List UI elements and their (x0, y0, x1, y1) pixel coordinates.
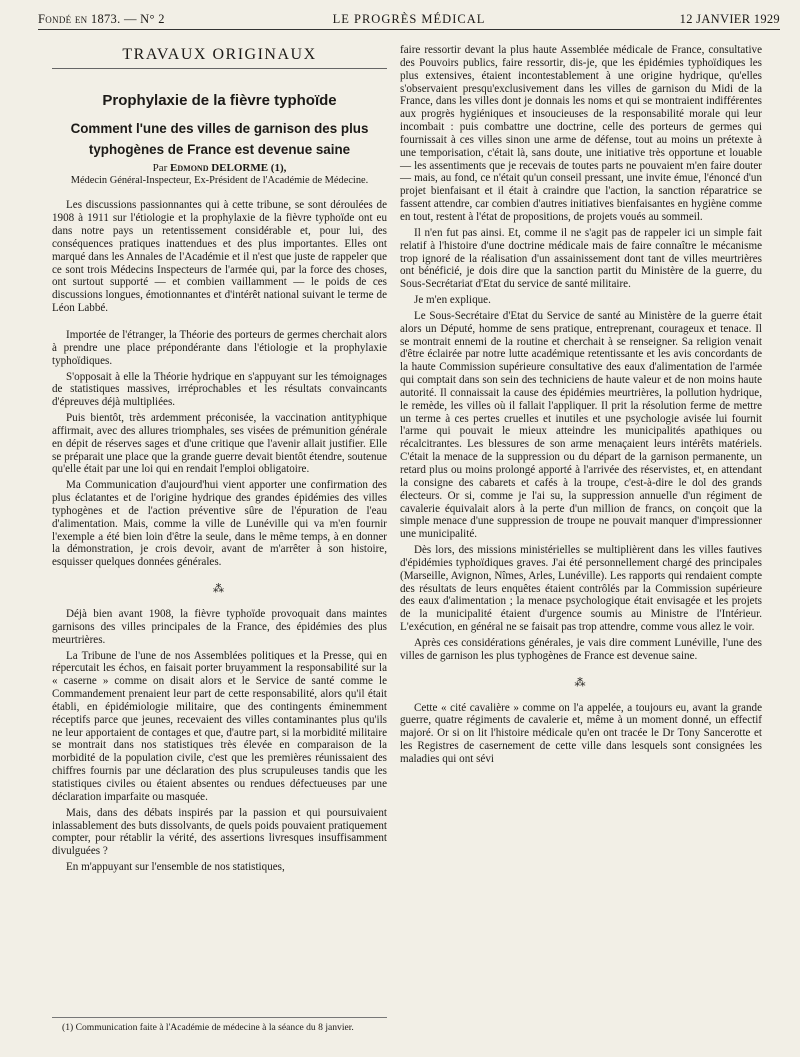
paragraph: Dès lors, des missions ministérielles se multiplièrent dans les villes fautives d'épidémies typhoïdiques graves. J'ai été personnellement chargé des principales (Marseille, Avignon, Nîmes, Arles, Lunéville). Les rapports qui rendaient compte des résultats de leurs enquêtes étaient contrôlés par la Commission supérieure des eaux d'alimentation ; la menace psychologique était envisagée et les projets de la municipalité étaient d'urgence soumis au Ministre de l'Intérieur. L'exécution, en général ne se faisait pas trop attendre, comme vous allez le voir. (400, 544, 762, 634)
header-founded: Fondé en 1873. — N° 2 (38, 12, 165, 26)
author-name: Edmond DELORME (1), (170, 161, 287, 174)
paragraph: Importée de l'étranger, la Théorie des porteurs de germes cherchait alors à prendre une place prépondérante dans l'étiologie et la prophylaxie typhoïdiques. (52, 328, 387, 367)
paragraph: La Tribune de l'une de nos Assemblées politiques et la Presse, qui en répercutait les échos, en faisait porter bruyamment la responsabilité sur la « caserne » comme on disait alors et le Service de santé comme le Commandement prenaient leur part de cette responsabilité, alors qu'il était établi, en épidémiologie militaire, que des contingents éminemment réceptifs parce que jeunes, recevaient des villes contaminantes plus qu'ils ne leur apportaient de contages et que, d'autre part, si la morbidité militaire se montrait dans nos statistiques très élevée en comparaison de la morbidité de la population civile, c'est que les premières réunissaient des chiffres fournis par une déclaration des plus scrupuleuses tandis que les statistiques civiles ou étaient absentes ou rendues défectueuses par une déclaration imparfaite ou masquée. (52, 649, 387, 803)
section-separator: ⁂ (574, 676, 588, 689)
footnote (52, 1017, 387, 1033)
paragraph: Après ces considérations générales, je vais dire comment Lunéville, l'une des villes de garnison les plus typhogènes de France est devenue saine. (400, 636, 762, 662)
running-head (38, 12, 780, 28)
header-rule (38, 29, 780, 30)
issue-date: 12 JANVIER 1929 (679, 12, 780, 26)
paragraph: Déjà bien avant 1908, la fièvre typhoïde provoquait dans maintes garnisons des villes principales de la France, des épidémies des plus meurtrières. (52, 608, 387, 646)
section-heading: TRAVAUX ORIGINAUX (52, 49, 387, 69)
journal-title: LE PROGRÈS MÉDICAL (332, 12, 486, 26)
article-subtitle-1: Comment l'une des villes de garnison des plus (70, 120, 369, 136)
author-affiliation: Médecin Général-Inspecteur, Ex-Président de l'Académie de Médecine. (70, 174, 369, 186)
paragraph: S'opposait à elle la Théorie hydrique en s'appuyant sur les témoignages de statistiques massives, irréprochables et les résultats convaincants d'épreuves déjà multipliées. (52, 370, 387, 409)
section-separator: ⁂ (213, 583, 226, 596)
paragraph: Il n'en fut pas ainsi. Et, comme il ne s'agit pas de rappeler ici un simple fait relatif à l'histoire d'une doctrine médicale mais de faire connaître le mécanisme trop ignoré de la réalisation d'un assainissement dont tant de villes meurtrières ont bénéficié, je dois dire que la sanction partit du Ministère de la guerre, du Sous-Secrétariat d'Etat du service de santé militaire. (400, 226, 762, 291)
paragraph: Ma Communication d'aujourd'hui vient apporter une confirmation des plus éclatantes et de l'origine hydrique des grandes épidémies des villes typhogènes et de l'action préventive sûre de l'épuration de l'eau d'alimentation. Mais, comme la ville de Lunéville qui va m'en fournir l'exemple a été bien loin d'être la seule, dans le même temps, à en donner la démonstration, je crois devoir, avant de m'arrêter à son histoire, esquisser quelques données générales. (52, 479, 387, 569)
right-column (400, 44, 762, 766)
paragraph: Mais, dans des débats inspirés par la passion et qui poursuivaient inlassablement des buts dissolvants, de quels poids pouvaient pratiquement compter, pour rétablir la vérité, des assertions livresques insuffisamment divulguées ? (52, 806, 387, 858)
paragraph: Les discussions passionnantes qui à cette tribune, se sont déroulées de 1908 à 1911 sur l'étiologie et la prophylaxie de la fièvre typhoïde ont eu dans notre pays un retentissement considérable et, pour lui, des conséquences pratiques inattendues et des plus importantes. Elles ont marqué dans les Annales de l'Académie et il n'est que juste de rappeler que ce sont trois Médecins Inspecteurs de l'armée qui, par la force des choses, ont surtout supporté — et combien vaillamment — le poids de ces discussions longues, émotionnantes et d'intérêt national suivant le terme de Léon Labbé. (52, 199, 387, 315)
article-subtitle-2: typhogènes de France est devenue saine (88, 141, 351, 157)
article-title: Prophylaxie de la fièvre typhoïde (102, 91, 337, 109)
footnote-text: (1) Communication faite à l'Académie de médecine à la séance du 8 janvier. (62, 1022, 354, 1033)
paragraph: Je m'en explique. (414, 294, 491, 307)
byline-prefix: Par (152, 161, 168, 174)
paragraph: faire ressortir devant la plus haute Assemblée médicale de France, consultative des Pouvoirs publics, faire ressortir, dis-je, que les épidémies typhoïdiques les plus extensives, étaient incontestablement à une origine hydrique, qu'elles s'observaient presqu'exclusivement dans les villes de garnison du Midi de la France, dans les villes dont je donnais les noms et qui se montraient indifférentes aux progrès hygiéniques et insoucieuses de la responsabilité morale qui leur incombait : puis combattre une doctrine, celle des porteurs de germes qui fournissait à ces villes sinon une arme de défense, tout au moins un prétexte à une temporisation, c'était là, sans doute, une initiative très opportune et louable — les assentiments que je recevais de toutes parts ne pouvaient m'en faire douter — mais, au fond, ce n'était qu'un conseil pressant, une invite émue, l'énoncé d'un projet bienfaisant et il était à craindre que l'action, la sanction réparatrice se fassent attendre, car combien d'autres initiatives bienfaisantes en hygiène comme en tout, restent à l'état de propositions, de projets voués au sommeil. (400, 44, 762, 223)
paragraph: Le Sous-Secrétaire d'Etat du Service de santé au Ministère de la guerre était alors un Député, homme de sens pratique, entreprenant, courageux et tenace. Il se montrait ennemi de la routine et cherchait à se renseigner. Sa religion venait d'être éclairée par notre lutte académique retentissante et les avis concordants de la haute Commission supérieure consultative des eaux d'alimentation de l'armée qui comptait dans son sein des techniciens de haute valeur et de non moins haute autorité. Il connaissait la cause des épidémies meurtrières, la pollution hydrique, le remède, les villes où il fallait l'appliquer. Il prit la résolution ferme de mettre un terme à ces pertes cruelles et inutiles et une psychologie avisée lui fournit l'arme qui pouvait le mieux atteindre les municipalités apathiques ou récalcitrantes. Les blessures de son arme menaçaient leurs intérêts matériels. C'était la menace de la suppression ou du départ de la garnison permanente, un retard plus ou moins prolongé apporté à l'arrivée des réservistes, et, en attendant la consigne des cabarets et cafés à la troupe, c'est-à-dire le dol des grands électeurs. Or si, comme je l'ai su, la suppression annuelle d'un régiment de cavalerie équivalait alors à la perte d'un million de francs, on conçoit que la simple menace d'une suppression de troupe ne pouvait manquer d'impressionner une municipalité. (400, 309, 762, 541)
paragraph: Cette « cité cavalière » comme on l'a appelée, a toujours eu, avant la grande guerre, quatre régiments de cavalerie et, même à un moment donné, un effectif majoré. Or si on lit l'histoire médicale qu'en ont tracée le Dr Tony Sancerotte et les Registres de casernement de cette ville dans lesquels sont consignées les maladies qui ont sévi (400, 701, 762, 765)
paragraph: Puis bientôt, très ardemment préconisée, la vaccination antityphique affirmait, avec des allures triomphales, ses visées de prémunition générale en dépit de réserves sages et d'une critique que l'avenir allait justifier. Elle se préparait une place que la grande guerre devait bientôt étendre, soutenue qu'elle était par une loi qui en rendait l'emploi obligatoire. (52, 412, 387, 476)
byline (52, 162, 387, 175)
left-column (52, 44, 387, 874)
paragraph: En m'appuyant sur l'ensemble de nos statistiques, (66, 861, 285, 874)
